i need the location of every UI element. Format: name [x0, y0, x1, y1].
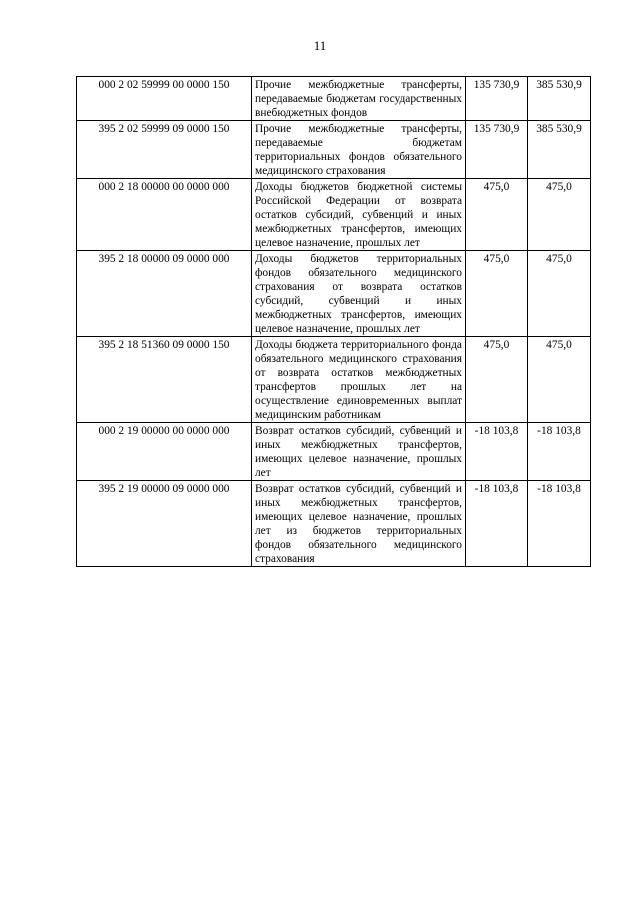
- amount-second-year: 475,0: [528, 179, 591, 251]
- revenue-name: Доходы бюджетов бюджетной системы Российской Федерации от возврата остатков субсидий, субвенций и иных межбюджетных трансфертов, имеющих целевое назначение, прошлых лет: [252, 179, 466, 251]
- amount-first-year: 475,0: [466, 337, 528, 423]
- revenue-name: Прочие межбюджетные трансферты, передаваемые бюджетам государственных внебюджетных фондов: [252, 77, 466, 121]
- classification-code: 000 2 18 00000 00 0000 000: [77, 179, 252, 251]
- amount-first-year: -18 103,8: [466, 481, 528, 567]
- revenue-name: Доходы бюджетов территориальных фондов обязательного медицинского страхования от возврата остатков субсидий, субвенций и иных межбюджетных трансфертов, имеющих целевое назначение, прошлых лет: [252, 251, 466, 337]
- classification-code: 395 2 18 00000 09 0000 000: [77, 251, 252, 337]
- page-number: 11: [313, 38, 327, 53]
- revenue-name: Возврат остатков субсидий, субвенций и иных межбюджетных трансфертов, имеющих целевое назначение, прошлых лет из бюджетов территориальных фондов обязательного медицинского страхования: [252, 481, 466, 567]
- amount-second-year: -18 103,8: [528, 481, 591, 567]
- amount-second-year: 385 530,9: [528, 121, 591, 179]
- classification-code: 000 2 02 59999 00 0000 150: [77, 77, 252, 121]
- table-row: [77, 423, 591, 481]
- amount-second-year: 475,0: [528, 251, 591, 337]
- classification-code: 395 2 18 51360 09 0000 150: [77, 337, 252, 423]
- table-row: [77, 121, 591, 179]
- amount-second-year: 475,0: [528, 337, 591, 423]
- classification-code: 395 2 02 59999 09 0000 150: [77, 121, 252, 179]
- amount-first-year: 475,0: [466, 251, 528, 337]
- table-row: [77, 481, 591, 567]
- table-row: [77, 179, 591, 251]
- table-row: [77, 337, 591, 423]
- classification-code: 395 2 19 00000 09 0000 000: [77, 481, 252, 567]
- classification-code: 000 2 19 00000 00 0000 000: [77, 423, 252, 481]
- revenue-name: Доходы бюджета территориального фонда обязательного медицинского страхования от возврата остатков межбюджетных трансфертов прошлых лет на осуществление единовременных выплат медицинским работникам: [252, 337, 466, 423]
- amount-first-year: 475,0: [466, 179, 528, 251]
- table-row: [77, 77, 591, 121]
- amount-second-year: 385 530,9: [528, 77, 591, 121]
- amount-first-year: -18 103,8: [466, 423, 528, 481]
- amount-second-year: -18 103,8: [528, 423, 591, 481]
- amount-first-year: 135 730,9: [466, 121, 528, 179]
- table-row: [77, 251, 591, 337]
- revenue-name: Возврат остатков субсидий, субвенций и иных межбюджетных трансфертов, имеющих целевое назначение, прошлых лет: [252, 423, 466, 481]
- amount-first-year: 135 730,9: [466, 77, 528, 121]
- budget-revenue-table: [76, 76, 591, 567]
- revenue-name: Прочие межбюджетные трансферты, передаваемые бюджетам территориальных фондов обязательного медицинского страхования: [252, 121, 466, 179]
